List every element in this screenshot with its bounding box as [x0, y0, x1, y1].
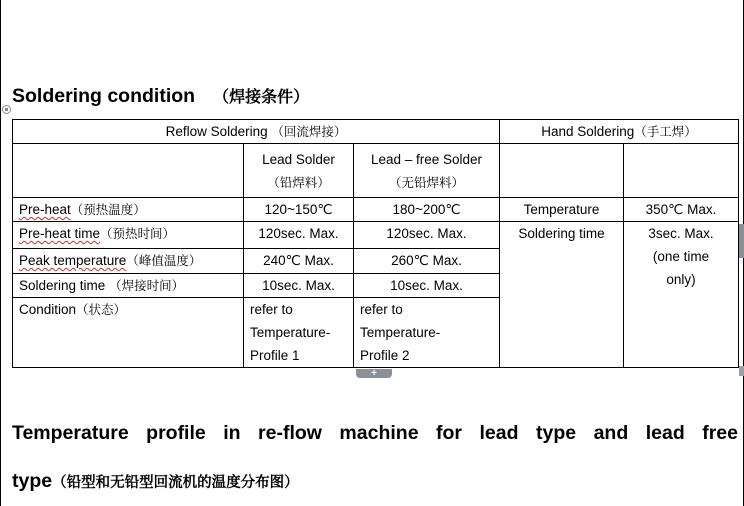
lead-solder-label: Lead Solder — [262, 152, 335, 167]
cell-hand-temperature-label: Temperature — [500, 198, 624, 222]
profile-heading-line2 — [12, 470, 299, 493]
condition-line: Profile 1 — [250, 348, 300, 363]
empty-hand-cell — [500, 144, 624, 198]
lead-free-solder-label: Lead – free Solder — [370, 152, 483, 167]
empty-label-cell — [13, 144, 244, 198]
row-label-soldering-time — [13, 274, 244, 298]
condition-line: refer to — [360, 302, 403, 317]
cell-preheat-lead: 120~150℃ — [244, 198, 354, 222]
cell-hand-soldering-time-value — [624, 222, 739, 368]
lead-solder-header — [244, 144, 354, 198]
row-label-cn: （峰值温度） — [126, 253, 202, 268]
cell-hand-soldering-time-label: Soldering time — [500, 222, 624, 368]
right-edge-resize-handle[interactable] — [739, 224, 744, 258]
hand-header-en: Hand Soldering — [541, 124, 635, 139]
hand-soldering-header — [500, 120, 739, 144]
row-label-en: Condition — [19, 302, 77, 317]
reflow-header-cn: （回流焊接） — [271, 124, 347, 139]
cell-soldering-time-lead-free: 10sec. Max. — [354, 274, 500, 298]
cell-condition-lead-free — [354, 298, 500, 368]
condition-line: Profile 2 — [360, 348, 410, 363]
row-label-cn: （焊接时间） — [109, 278, 185, 293]
hand-time-line: (one time — [652, 249, 710, 264]
row-label-en: Peak temperature — [19, 253, 127, 268]
cell-peak-lead: 240℃ Max. — [244, 249, 354, 274]
soldering-condition-table — [12, 119, 739, 368]
row-label-en: Soldering time — [19, 278, 106, 293]
lead-free-solder-header — [354, 144, 500, 198]
condition-line: Temperature- — [250, 325, 331, 340]
heading-en: Soldering condition — [12, 85, 196, 107]
row-label-preheat-time — [13, 222, 244, 249]
cell-hand-temperature-value: 350℃ Max. — [624, 198, 739, 222]
cell-preheat-time-lead: 120sec. Max. — [244, 222, 354, 249]
row-label-cn: （预热温度） — [70, 202, 146, 217]
reflow-soldering-header — [13, 120, 500, 144]
lead-free-solder-label-cn: （无铅焊料） — [389, 175, 465, 190]
row-label-en: Pre-heat time — [19, 226, 101, 241]
empty-hand-cell — [624, 144, 739, 198]
cell-preheat-lead-free: 180~200℃ — [354, 198, 500, 222]
cell-condition-lead — [244, 298, 354, 368]
profile-heading-en: type — [12, 470, 53, 492]
row-label-preheat — [13, 198, 244, 222]
reflow-header-en: Reflow Soldering — [165, 124, 268, 139]
condition-line: refer to — [250, 302, 293, 317]
table-add-row-handle[interactable]: + — [356, 369, 392, 378]
hand-time-line: 3sec. Max. — [648, 226, 714, 241]
row-label-cn: （状态） — [76, 302, 127, 317]
hand-header-cn: （手工焊） — [634, 124, 697, 139]
cell-soldering-time-lead: 10sec. Max. — [244, 274, 354, 298]
cell-preheat-time-lead-free: 120sec. Max. — [354, 222, 500, 249]
profile-heading-cn: （铅型和无铅型回流机的温度分布图） — [52, 475, 299, 491]
row-label-condition — [13, 298, 244, 368]
cell-peak-lead-free: 260℃ Max. — [354, 249, 500, 274]
hand-time-line: only) — [666, 272, 696, 287]
right-edge-marker — [739, 366, 744, 376]
row-label-peak-temperature — [13, 249, 244, 274]
profile-heading-line1: Temperature profile in re-flow machine for lead type and lead free — [12, 422, 738, 444]
heading-cn: （焊接条件） — [213, 87, 310, 106]
row-label-cn: （预热时间） — [100, 226, 176, 241]
lead-solder-label-cn: （铅焊料） — [267, 175, 330, 190]
section-heading-soldering-condition — [12, 84, 309, 108]
table-move-handle-icon[interactable] — [2, 105, 11, 114]
row-label-en: Pre-heat — [19, 202, 71, 217]
condition-line: Temperature- — [360, 325, 441, 340]
